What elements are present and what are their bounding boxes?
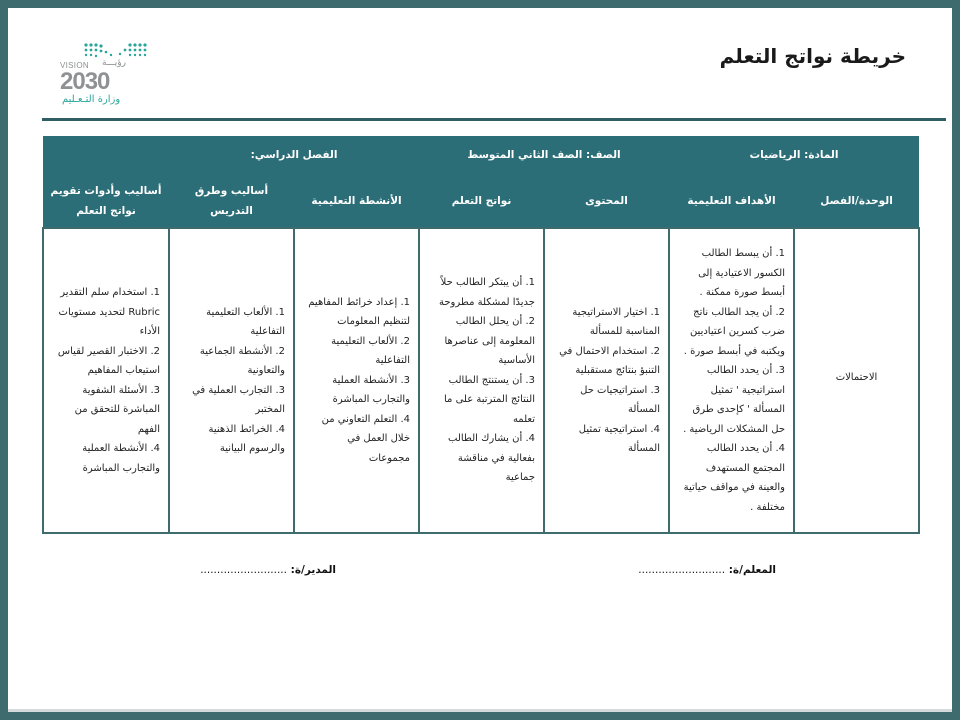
logo-ministry-name: وزارة التـعـليم bbox=[62, 94, 121, 105]
table-meta-row bbox=[43, 136, 919, 174]
teacher-label: المعلم/ة: bbox=[728, 564, 776, 576]
principal-signature-blank: .......................... bbox=[200, 564, 287, 576]
learning-outcomes-table bbox=[42, 136, 920, 534]
col-header-assessment: أساليب وأدوات تقويم نواتج التعلم bbox=[43, 174, 169, 228]
activity-item: 2. الألعاب التعليمية التفاعلية bbox=[331, 335, 410, 367]
assessment-item: 3. الأسئلة الشفوية المباشرة للتحقق من الفهم bbox=[74, 384, 160, 435]
principal-label: المدير/ة: bbox=[290, 564, 336, 576]
table-row bbox=[43, 228, 919, 533]
col-header-outcomes: نواتج التعلم bbox=[419, 174, 544, 228]
teacher-signature bbox=[638, 564, 776, 576]
cell-assessment bbox=[43, 228, 169, 533]
document-page bbox=[8, 8, 952, 712]
content-item: 2. استخدام الاحتمال في التنبؤ بنتائج مستقبلية bbox=[559, 345, 660, 376]
logo-year: 2030 bbox=[60, 68, 110, 95]
method-item: 2. الأنشطة الجماعية والتعاونية bbox=[199, 345, 285, 376]
cell-outcomes bbox=[419, 228, 544, 533]
principal-signature bbox=[200, 564, 336, 576]
method-item: 1. الألعاب التعليمية التفاعلية bbox=[206, 306, 285, 337]
assessment-item: 4. الأنشطة العملية والتجارب المباشرة bbox=[82, 443, 160, 474]
cell-unit bbox=[794, 228, 919, 533]
objective-item: 2. أن يجد الطالب ناتج ضرب كسرين اعتياديين ويكتبه في أبسط صورة . bbox=[683, 306, 786, 357]
cell-objectives bbox=[669, 228, 794, 533]
outcome-item: 2. أن يحلل الطالب المعلومة إلى عناصرها الأساسية bbox=[444, 316, 535, 367]
unit-name: الاحتمالات bbox=[835, 371, 878, 383]
grade-label: الصف: الصف الثاني المتوسط bbox=[419, 136, 669, 174]
col-header-unit: الوحدة/الفصل bbox=[794, 174, 919, 228]
activity-item: 1. إعداد خرائط المفاهيم لتنظيم المعلومات bbox=[308, 296, 410, 328]
cell-teaching-methods bbox=[169, 228, 294, 533]
logo-vision-ar: رؤيـــة bbox=[102, 58, 126, 68]
outcome-item: 1. أن يبتكر الطالب حلاً جديدًا لمشكلة مطروحة bbox=[439, 277, 535, 308]
table-header-row bbox=[43, 174, 919, 228]
objective-item: 4. أن يحدد الطالب المجتمع المستهدف والعينة في مواقف حياتية مختلفة . bbox=[683, 443, 786, 513]
cell-content bbox=[544, 228, 669, 533]
assessment-item: 1. استخدام سلم التقدير Rubric لتحديد مستويات الأداء bbox=[58, 287, 160, 337]
ministry-logo bbox=[58, 40, 158, 106]
col-header-teaching-methods: أساليب وطرق التدريس bbox=[169, 174, 294, 228]
method-item: 3. التجارب العملية في المختبر bbox=[192, 384, 285, 415]
col-header-content: المحتوى bbox=[544, 174, 669, 228]
outcome-item: 3. أن يستنتج الطالب النتائج المترتبة على ما تعلمه bbox=[443, 374, 535, 425]
subject-label: المادة: الرياضيات bbox=[669, 136, 919, 174]
objective-item: 3. أن يحدد الطالب استراتيجية ' تمثيل المسألة ' كإحدى طرق حل المشكلات الرياضية . bbox=[683, 365, 786, 435]
content-item: 3. استراتيجيات حل المسألة bbox=[580, 384, 660, 415]
col-header-activities: الأنشطة التعليمية bbox=[294, 174, 419, 228]
cell-activities bbox=[294, 228, 419, 533]
meta-empty-cell bbox=[43, 136, 169, 174]
activity-item: 3. الأنشطة العملية والتجارب المباشرة bbox=[332, 374, 410, 406]
activity-item: 4. التعلم التعاوني من خلال العمل في مجموعات bbox=[321, 413, 410, 464]
teacher-signature-blank: .......................... bbox=[638, 564, 726, 576]
semester-label: الفصل الدراسي: bbox=[169, 136, 419, 174]
logo-vision-en: VISION bbox=[60, 61, 89, 70]
content-item: 4. استراتيجية تمثيل المسألة bbox=[578, 423, 660, 454]
page-title: خريطة نواتج التعلم bbox=[719, 44, 906, 68]
content-item: 1. اختيار الاستراتيجية المناسبة للمسألة bbox=[572, 306, 660, 337]
col-header-objectives: الأهداف التعليمية bbox=[669, 174, 794, 228]
objective-item: 1. أن يبسط الطالب الكسور الاعتيادية إلى أبسط صورة ممكنة . bbox=[698, 248, 786, 298]
assessment-item: 2. الاختبار القصير لقياس استيعاب المفاهيم bbox=[57, 345, 160, 376]
outcome-item: 4. أن يشارك الطالب بفعالية في مناقشة جماعية bbox=[448, 433, 535, 484]
header-divider bbox=[42, 118, 946, 121]
method-item: 4. الخرائط الذهنية والرسوم البيانية bbox=[208, 423, 285, 454]
